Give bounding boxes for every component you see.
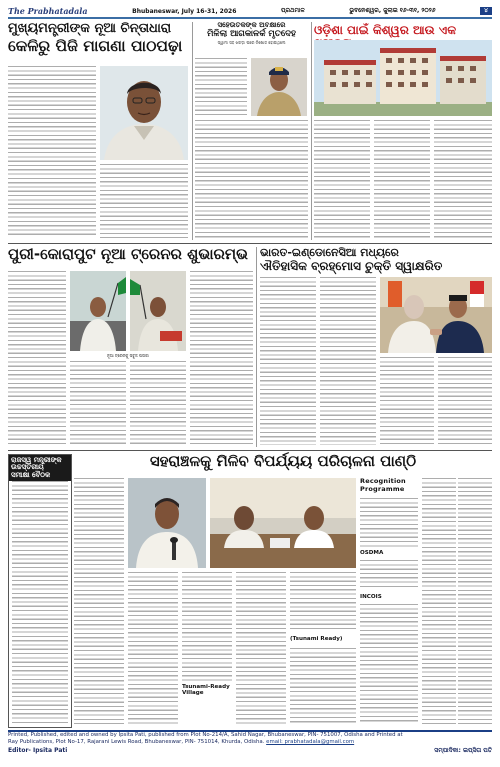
headline-minister-box	[9, 455, 71, 481]
headline-disaster: ସହରାଞ୍ଚଳକୁ ମିଳିବ ବିପର୍ଯ୍ୟୟ ପରିଚାଳନା ପାଣ୍ଠି	[149, 452, 417, 470]
tag-recognition-programme: Recognition Programme	[360, 477, 406, 493]
article-body	[8, 66, 96, 238]
article-body	[320, 277, 376, 445]
article-body	[195, 58, 247, 116]
brand-logo: The Prabhatadala	[8, 6, 88, 16]
imprint-line-2	[8, 739, 492, 746]
tsunami-ready-label	[290, 636, 356, 642]
train-flagoff-photo-2	[130, 271, 186, 351]
article-body	[236, 572, 286, 724]
headline-cm-line1: ମୁଖ୍ୟମନ୍ତ୍ରୀଙ୍କ ନୂଆ ଚିନ୍ତାଧାରା	[8, 21, 172, 36]
headline-police-line1: ସହେଉତକଙ୍କ ଅବକ୍ଷାରେ	[217, 21, 286, 29]
recognition-programme-column	[360, 478, 418, 724]
article-body	[70, 361, 126, 445]
imprint-line-3	[8, 746, 492, 755]
story-cm	[8, 22, 190, 240]
police-officer-photo	[251, 58, 307, 116]
imprint-email[interactable]: email: prabhatadala@gmail.com	[266, 739, 355, 745]
article-body	[360, 604, 418, 724]
leaders-handshake-photo	[380, 277, 492, 353]
headline-police-line2: ମିଳିଲା ଆଗକାଳର୍କ ମୃତଦେହ	[207, 29, 296, 40]
article-body	[458, 478, 492, 724]
editor-name: Editor- Ipsita Pati	[8, 747, 68, 754]
article-body	[260, 277, 316, 445]
section-rule	[8, 243, 492, 244]
column-divider	[256, 247, 257, 447]
tag-osdma: OSDMA	[360, 550, 384, 556]
column-divider	[311, 22, 312, 240]
article-body	[190, 271, 253, 445]
editor-name-odia: ସମ୍ପାଦିକା: ଇପ୍‌ସିତା ପତି	[434, 747, 492, 754]
imprint-address: Ray Publications, Plot No-17, Rajarani Lewis Road, Bhubaneswar, PIN- 751014, Khurda, Odisha.	[8, 739, 265, 745]
article-body	[128, 572, 178, 724]
article-body	[380, 357, 434, 445]
headline-indonesia-line2: ଐତିହାସିକ ବ୍ରହ୍ମୋସ ଚୁକ୍ତି ସ୍ୱାକ୍ଷରିତ	[260, 258, 443, 273]
article-body	[130, 361, 186, 445]
article-body	[438, 357, 492, 445]
headline-cm-line2: କେଳିରୁ ପିଜି ମାଗଣା ପାଠପଢ଼ା	[8, 36, 183, 55]
cm-portrait-photo	[100, 66, 188, 160]
masthead	[8, 5, 492, 19]
story-disaster	[74, 454, 492, 726]
section-rule	[8, 450, 492, 451]
story-police	[195, 22, 308, 240]
article-body	[374, 120, 430, 238]
article-body	[434, 120, 492, 238]
article-body	[8, 271, 66, 445]
article-body	[290, 572, 356, 632]
article-body	[360, 498, 418, 548]
imprint-line-1: Printed, Published, edited and owned by Ipsita Pati, published from Plot No-214/A, Sahid Nagar, Bhubaneswar, PIN- 751007, Odisha and Printed at	[8, 732, 403, 738]
story-indonesia	[260, 247, 492, 447]
page-number: ୪	[480, 7, 492, 15]
photo-caption: ନୂଆ ଟ୍ରେନକୁ ସବୁଜ ପତାକା	[106, 353, 150, 358]
headline-train: ପୁରୀ-କୋରାପୁଟ ନୂଆ ଟ୍ରେନର ଶୁଭାରମ୍ଭ	[8, 245, 248, 263]
article-body	[360, 560, 418, 590]
headline-indonesia-line1: ଭାରତ-ଇଣ୍ଡୋନେସିଆ ମଧ୍ୟରେ	[260, 246, 399, 259]
story-train	[8, 247, 253, 447]
train-flagoff-photo-1	[70, 271, 126, 351]
headline-minister-line2: ସମୀକ୍ଷା ବୈଠକ	[11, 470, 51, 479]
section-name: ପ୍ରଥମାଳ	[281, 7, 305, 14]
imprint-footer	[8, 730, 492, 764]
story-minister	[8, 454, 72, 728]
dateline-odia: ଭୁବନେଶ୍ୱର, ଜୁଲାଇ ୧୬-୩୧, ୨୦୨୬	[349, 7, 436, 14]
headline-minister-line1: ରାଜସ୍ୱ ମନ୍ତ୍ରୀଙ୍କ ଉଚ୍ଚସ୍ତରୀୟ	[11, 456, 62, 472]
tag-tsunami-ready: (Tsunami Ready)	[290, 636, 343, 642]
column-divider	[192, 22, 193, 240]
tag-incois: INCOIS	[360, 594, 382, 600]
article-body	[74, 478, 124, 724]
housing-building-photo	[314, 40, 492, 116]
article-body	[195, 120, 308, 238]
tag-tsunami-ready-village: Tsunami-Ready Village	[182, 684, 230, 697]
article-body	[100, 164, 188, 238]
dateline-english: Bhubaneswar, July 16-31, 2026	[132, 7, 237, 15]
article-body	[314, 120, 370, 238]
article-body	[422, 478, 456, 724]
article-body	[290, 648, 356, 724]
review-meeting-photo	[210, 478, 356, 568]
minister-speaking-photo	[128, 478, 206, 568]
story-housing	[314, 22, 492, 240]
headline-housing: ଓଡ଼ିଶା ପାଇଁ କିଶ୍ୱର ଆଉ ଏକ	[314, 23, 457, 37]
subheadline: ସ୍ୱାମୀ ସହ ଝଗଡ଼ା ପରେ ନିଖୋଜ ହୋଇଥିଲେ	[217, 40, 286, 46]
article-body	[182, 572, 232, 682]
article-body	[12, 481, 68, 725]
